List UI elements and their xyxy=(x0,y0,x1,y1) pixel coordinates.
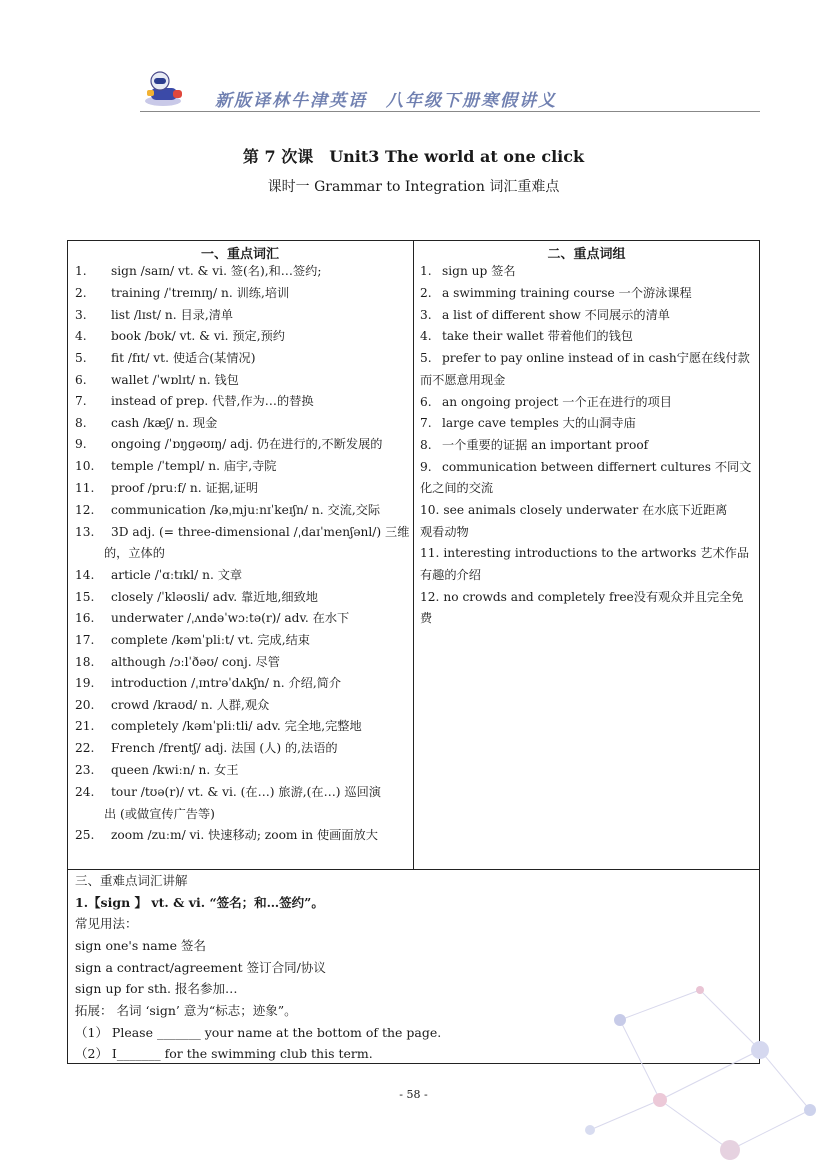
vocab-item-number: 20. xyxy=(75,698,95,712)
phrase-item xyxy=(420,543,749,564)
vocab-item-number: 16. xyxy=(75,611,95,625)
vocab-item-number: 5. xyxy=(75,351,87,365)
vocab-item-text: training /ˈtreɪnɪŋ/ n. 训练,培训 xyxy=(111,286,290,300)
vocab-item-number: 9. xyxy=(75,437,87,451)
vocab-item-text: sign /saɪn/ vt. & vi. 签(名),和…签约; xyxy=(111,264,322,278)
phrase-item xyxy=(420,500,727,521)
phrase-item-11-continued: 有趣的介绍 xyxy=(420,568,481,582)
lesson-title: 第 7 次课 Unit3 The world at one click xyxy=(242,147,585,166)
phrase-item-text: see animals closely underwater 在水底下近距离 xyxy=(443,503,728,517)
lesson-subtitle: 课时一 Grammar to Integration 词汇重难点 xyxy=(267,179,560,195)
vocab-item-number: 11. xyxy=(75,481,95,495)
phrase-item-text: no crowds and completely free没有观众并且完全免 xyxy=(443,590,744,604)
vocab-item-text: list /lɪst/ n. 目录,清单 xyxy=(111,308,234,322)
vocab-item-number: 8. xyxy=(75,416,87,430)
header-divider xyxy=(140,111,760,112)
phrase-item-number: 1. xyxy=(420,264,432,278)
phrase-item-text: communication between differnert cultures 不同文 xyxy=(442,460,752,474)
vocab-item-13-continued: 的，立体的 xyxy=(104,546,165,560)
phrase-item-number: 3. xyxy=(420,308,432,322)
vocab-item-number: 7. xyxy=(75,394,87,408)
vocab-item-text: book /bʊk/ vt. & vi. 预定,预约 xyxy=(111,329,285,343)
phrase-item-text: large cave temples 大的山洞寺庙 xyxy=(442,416,636,430)
phrase-item-text: a list of different show 不同展示的清单 xyxy=(442,308,670,322)
vocab-item-text: ongoing /ˈɒŋɡəʊɪŋ/ adj. 仍在进行的,不断发展的 xyxy=(111,437,383,451)
vocab-item-text: complete /kəmˈpliːt/ vt. 完成,结束 xyxy=(111,633,310,647)
phrase-item-text: interesting introductions to the artworks 艺术作品 xyxy=(443,546,750,560)
vocab-item-text: tour /tʊə(r)/ vt. & vi. (在…) 旅游,(在…) 巡回演 xyxy=(111,785,381,799)
exercise-1: （1） Please _______ your name at the bottom of the page. xyxy=(75,1025,442,1040)
vocab-item-text: cash /kæʃ/ n. 现金 xyxy=(111,416,218,430)
extension-note: 拓展： 名词 ‘sign’ 意为“标志；迹象”。 xyxy=(75,1003,297,1018)
table-column-divider xyxy=(413,240,414,870)
vocab-item-text: 3D adj. (= three-dimensional /ˌdaɪˈmenʃənl/) 三维 xyxy=(111,525,410,539)
vocab-item-text: closely /ˈkləʊsli/ adv. 靠近地,细致地 xyxy=(111,590,318,604)
phrase-item-text: take their wallet 带着他们的钱包 xyxy=(442,329,633,343)
phrase-item-text: prefer to pay online instead of in cash宁愿在线付款 xyxy=(442,351,750,365)
vocab-item-number: 19. xyxy=(75,676,95,690)
vocab-item-text: article /ˈɑːtɪkl/ n. 文章 xyxy=(111,568,243,582)
astronaut-mascot-icon xyxy=(143,70,185,108)
phrase-item-5-continued: 而不愿意用现金 xyxy=(420,373,506,387)
vocab-item-text: introduction /ˌɪntrəˈdʌkʃn/ n. 介绍,简介 xyxy=(111,676,342,690)
vocab-item-text: communication /kəˌmjuːnɪˈkeɪʃn/ n. 交流,交际 xyxy=(111,503,381,517)
vocab-item-number: 2. xyxy=(75,286,87,300)
vocab-item-number: 24. xyxy=(75,785,95,799)
vocab-item-number: 6. xyxy=(75,373,87,387)
phrase-item-number: 9. xyxy=(420,460,432,474)
vocab-item-number: 25. xyxy=(75,828,95,842)
usage-line-1: sign one's name 签名 xyxy=(75,938,206,953)
vocab-item-number: 12. xyxy=(75,503,95,517)
phrase-item xyxy=(420,587,743,608)
vocab-item-number: 22. xyxy=(75,741,95,755)
phrase-item-number: 6. xyxy=(420,395,432,409)
phrase-item-12-continued: 费 xyxy=(420,611,433,625)
phrase-item-number: 5. xyxy=(420,351,432,365)
vocab-item-24-continued: 出 (或做宣传广告等) xyxy=(104,807,215,821)
vocab-item-text: crowd /kraʊd/ n. 人群,观众 xyxy=(111,698,270,712)
section3-heading: 三、重难点词汇讲解 xyxy=(75,873,188,888)
phrase-item-number: 2. xyxy=(420,286,432,300)
vocab-item-text: underwater /ˌʌndəˈwɔːtə(r)/ adv. 在水下 xyxy=(111,611,350,625)
phrase-item-number: 10. xyxy=(420,503,440,517)
vocab-item-text: fit /fɪt/ vt. 使适合(某情况) xyxy=(111,351,256,365)
phrase-item-10-continued: 观看动物 xyxy=(420,525,469,539)
vocab-item-number: 14. xyxy=(75,568,95,582)
vocab-item-number: 15. xyxy=(75,590,95,604)
vocab-item-text: completely /kəmˈpliːtli/ adv. 完全地,完整地 xyxy=(111,719,362,733)
exercise-2: （2） I_______ for the swimming club this term. xyxy=(75,1046,373,1061)
header-title: 新版译林牛津英语 八年级下册寒假讲义 xyxy=(215,91,557,111)
phrase-item-text: an ongoing project 一个正在进行的项目 xyxy=(442,395,672,409)
phrases-heading: 二、重点词组 xyxy=(547,247,626,262)
phrase-item-number: 7. xyxy=(420,416,432,430)
phrase-item-9-continued: 化之间的交流 xyxy=(420,481,494,495)
phrase-item-text: 一个重要的证据 an important proof xyxy=(442,438,649,452)
phrase-item-text: a swimming training course 一个游泳课程 xyxy=(442,286,692,300)
vocab-item-text: wallet /ˈwɒlɪt/ n. 钱包 xyxy=(111,373,239,387)
phrase-item-number: 12. xyxy=(420,590,440,604)
vocab-item-text: instead of prep. 代替,作为…的替换 xyxy=(111,394,314,408)
vocab-item-number: 18. xyxy=(75,655,95,669)
word-sign-title: 1.【sign 】 vt. & vi. “签名；和…签约”。 xyxy=(75,895,324,910)
phrase-item-text: sign up 签名 xyxy=(442,264,516,278)
vocab-item-text: queen /kwiːn/ n. 女王 xyxy=(111,763,239,777)
page-number: - 58 - xyxy=(399,1088,428,1101)
vocab-heading: 一、重点词汇 xyxy=(200,247,279,262)
vocab-item-number: 13. xyxy=(75,525,95,539)
vocab-item-number: 17. xyxy=(75,633,95,647)
phrase-item-number: 8. xyxy=(420,438,432,452)
usage-line-3: sign up for sth. 报名参加… xyxy=(75,981,238,996)
vocab-item-text: proof /pruːf/ n. 证据,证明 xyxy=(111,481,259,495)
vocab-item-number: 4. xyxy=(75,329,87,343)
vocab-item-text: French /frentʃ/ adj. 法国 (人) 的,法语的 xyxy=(111,741,338,755)
vocab-item-text: temple /ˈtempl/ n. 庙宇,寺院 xyxy=(111,459,277,473)
phrase-item-number: 11. xyxy=(420,546,440,560)
vocab-item-number: 10. xyxy=(75,459,95,473)
phrase-item-number: 4. xyxy=(420,329,432,343)
vocab-item-number: 21. xyxy=(75,719,95,733)
vocab-item-number: 23. xyxy=(75,763,95,777)
usage-line-2: sign a contract/agreement 签订合同/协议 xyxy=(75,960,326,975)
usage-label: 常见用法： xyxy=(75,916,138,931)
vocab-item-number: 1. xyxy=(75,264,87,278)
vocab-item-number: 3. xyxy=(75,308,87,322)
molecule-decoration xyxy=(560,960,827,1169)
vocab-item-text: zoom /zuːm/ vi. 快速移动; zoom in 使画面放大 xyxy=(111,828,378,842)
vocab-item-text: although /ɔːlˈðəʊ/ conj. 尽管 xyxy=(111,655,280,669)
